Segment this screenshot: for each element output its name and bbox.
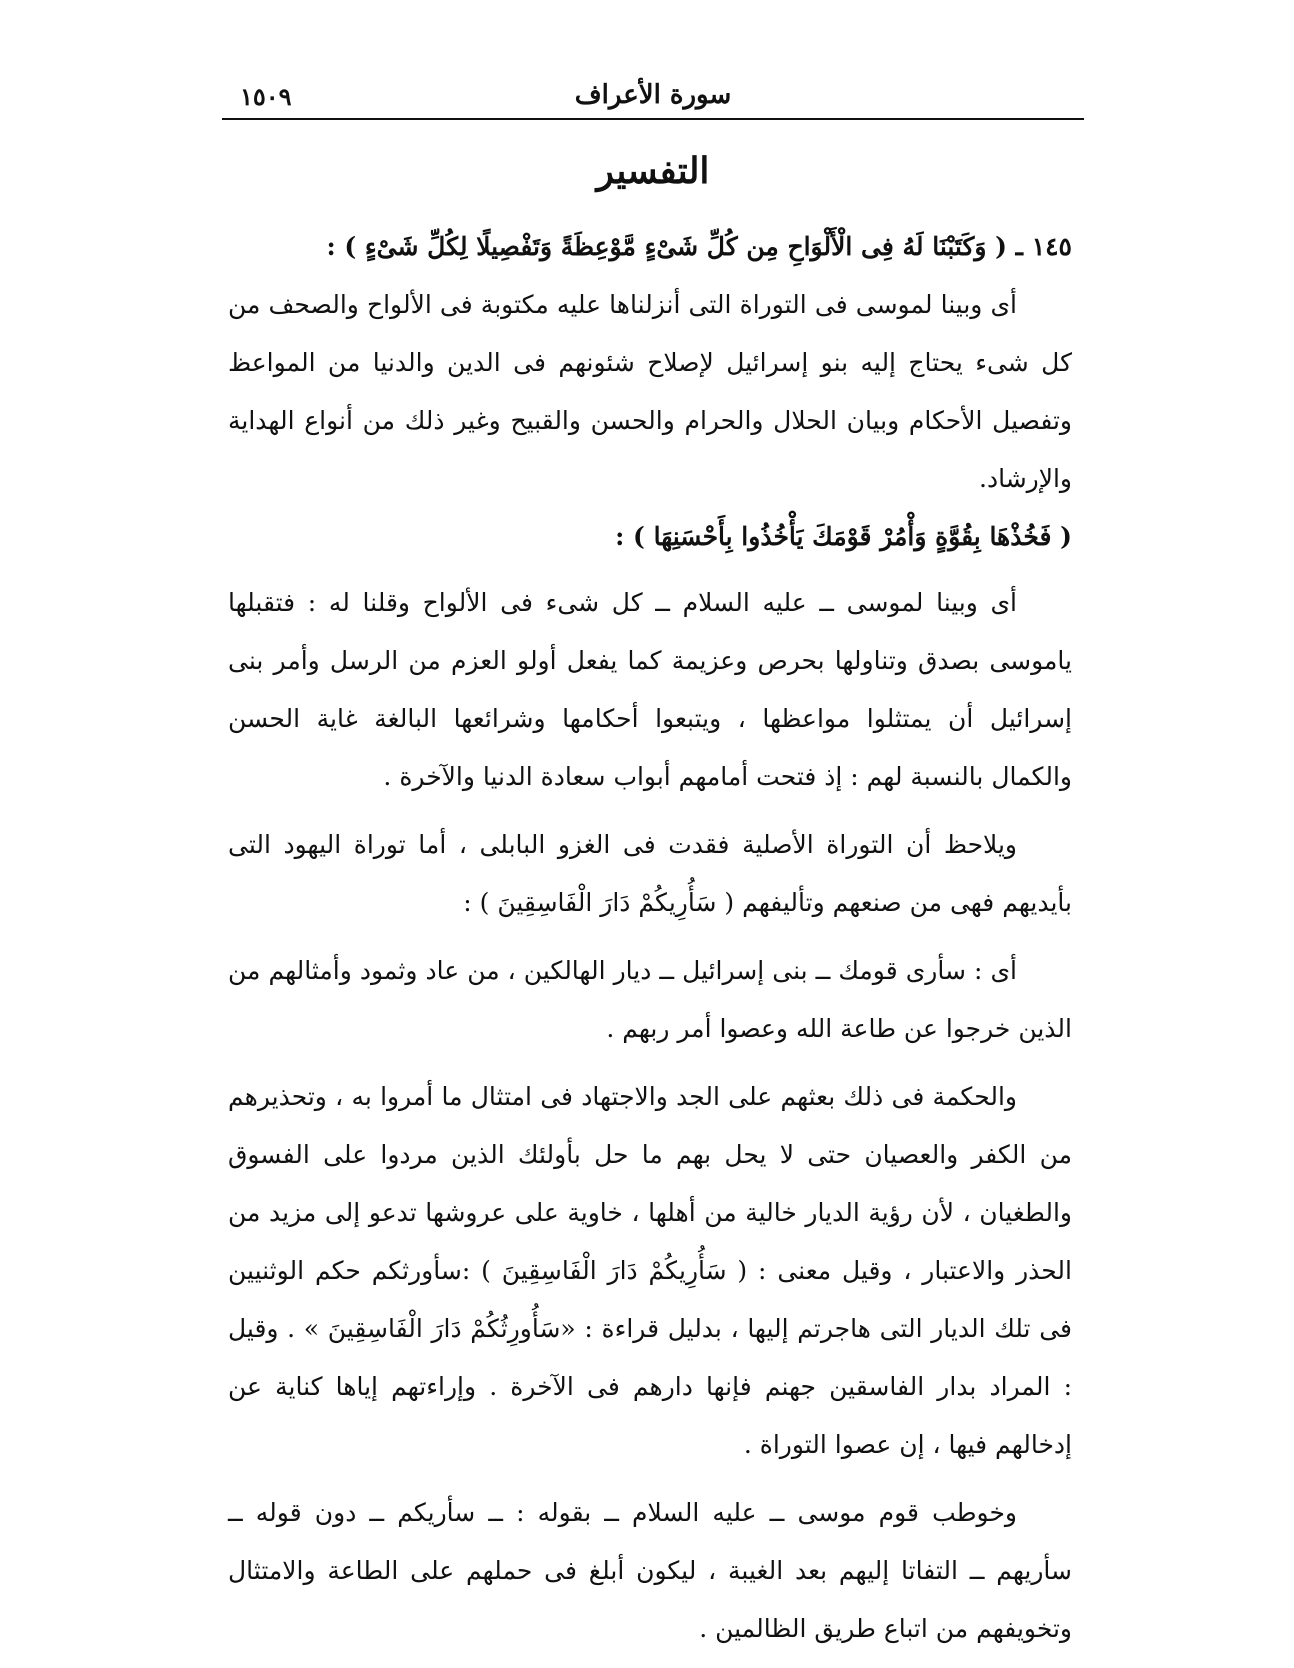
verse-quote: ( فَخُذْهَا بِقُوَّةٍ وَأْمُرْ قَوْمَكَ يَأْخُذُوا بِأَحْسَنِهَا ) : bbox=[615, 522, 1072, 551]
verse-quote: ١٤٥ ـ ( وَكَتَبْنَا لَهُ فِى الْأَلْوَاحِ مِن كُلِّ شَىْءٍ مَّوْعِظَةً وَتَفْصِيلًا لِكُلِّ شَىْءٍ ) : bbox=[326, 232, 1072, 261]
body-text bbox=[228, 218, 1072, 1668]
paragraph: أى : سأرى قومك ــ بنى إسرائيل ــ ديار الهالكين ، من عاد وثمود وأمثالهم من الذين خرجوا عن طاعة الله وعصوا أمر ربهم . bbox=[228, 956, 1072, 1043]
section-title: التفسير bbox=[596, 150, 710, 192]
page-number: ١٥٠٩ bbox=[240, 82, 292, 111]
header-rule bbox=[222, 118, 1084, 120]
paragraph: أى وبينا لموسى فى التوراة التى أنزلناها عليه مكتوبة فى الألواح والصحف من كل شىء يحتاج إليه بنو إسرائيل لإصلاح شئونهم فى الدين والدنيا من المواعظ وتفصيل الأحكام وبيان الحلال والحرام والحسن والقبيح وغير ذلك من أنواع الهداية والإرشاد. bbox=[228, 290, 1072, 493]
running-title: سورة الأعراف bbox=[574, 80, 732, 110]
paragraph: والحكمة فى ذلك بعثهم على الجد والاجتهاد فى امتثال ما أمروا به ، وتحذيرهم من الكفر والعصيان حتى لا يحل بهم ما حل بأولئك الذين مردوا على الفسوق والطغيان ، لأن رؤية الديار خالية من أهلها ، خاوية على عروشها تدعو إلى مزيد من الحذر والاعتبار ، وقيل معنى : ( سَأُرِيكُمْ دَارَ الْفَاسِقِينَ ) :سأورثكم حكم الوثنيين فى تلك الديار التى هاجرتم إليها ، بدليل قراءة : «سَأُورِثُكُمْ دَارَ الْفَاسِقِينَ » . وقيل : المراد بدار الفاسقين جهنم فإنها دارهم فى الآخرة . وإراءتهم إياها كناية عن إدخالهم فيها ، إن عصوا التوراة . bbox=[228, 1082, 1072, 1459]
paragraph: أى وبينا لموسى ــ عليه السلام ــ كل شىء فى الألواح وقلنا له : فتقبلها ياموسى بصدق وتناولها بحرص وعزيمة كما يفعل أولو العزم من الرسل وأمر بنى إسرائيل أن يمتثلوا مواعظها ، ويتبعوا أحكامها وشرائعها البالغة غاية الحسن والكمال بالنسبة لهم : إذ فتحت أمامهم أبواب سعادة الدنيا والآخرة . bbox=[228, 588, 1072, 791]
paragraph: وخوطب قوم موسى ــ عليه السلام ــ بقوله : ــ سأريكم ــ دون قوله ــ سأريهم ــ التفاتا إليهم بعد الغيبة ، ليكون أبلغ فى حملهم على الطاعة والامتثال وتخويفهم من اتباع طريق الظالمين . bbox=[228, 1498, 1072, 1643]
page-header bbox=[222, 78, 1084, 118]
paragraph: ويلاحظ أن التوراة الأصلية فقدت فى الغزو البابلى ، أما توراة اليهود التى بأيديهم فهى من صنعهم وتأليفهم ( سَأُرِيكُمْ دَارَ الْفَاسِقِينَ ) : bbox=[228, 830, 1072, 917]
